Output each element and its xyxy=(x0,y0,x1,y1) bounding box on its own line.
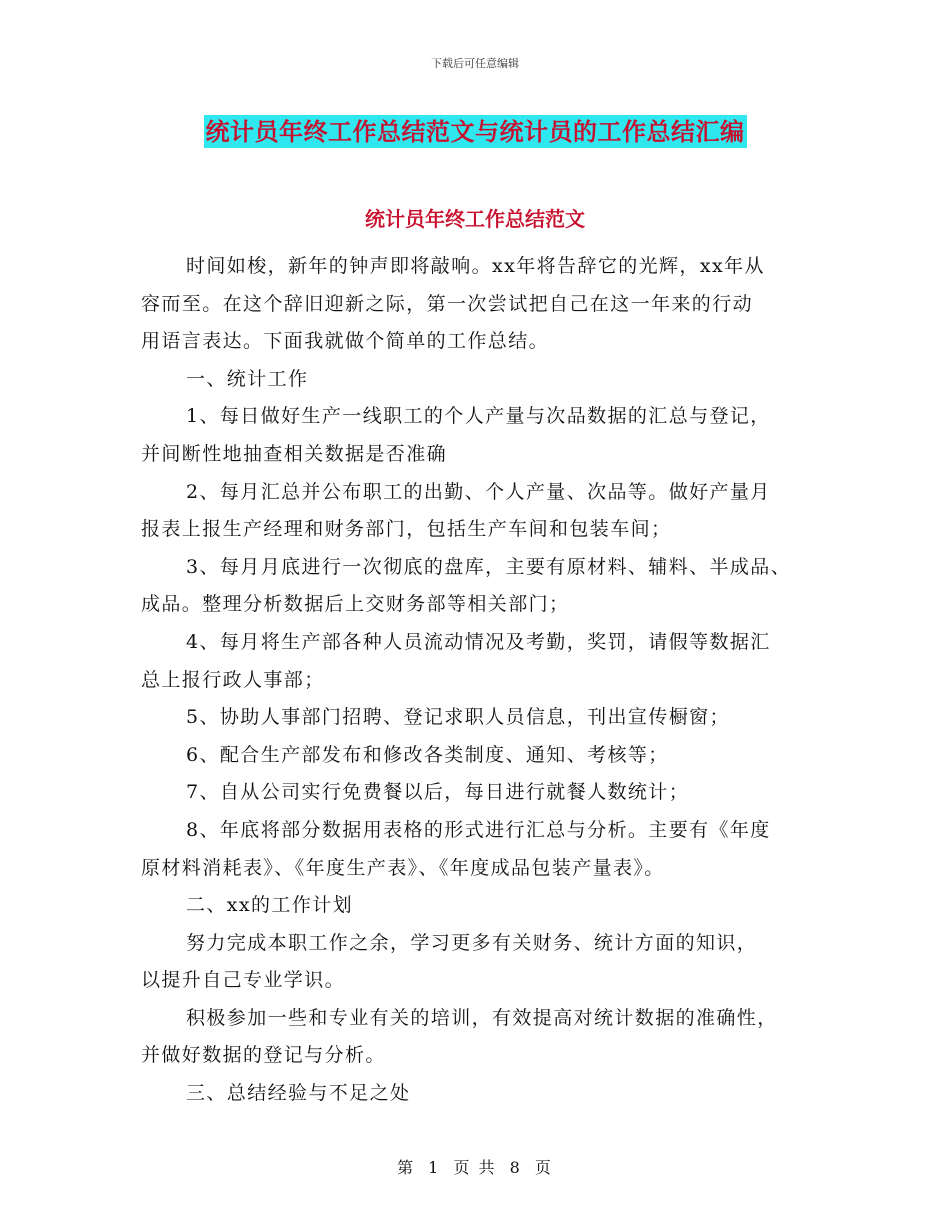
paragraph-line: 7、自从公司实行免费餐以后，每日进行就餐人数统计； xyxy=(186,781,690,804)
document-title: 统计员年终工作总结范文与统计员的工作总结汇编 xyxy=(205,117,745,146)
paragraph-line: 并做好数据的登记与分析。 xyxy=(141,1044,386,1067)
paragraph xyxy=(141,361,821,399)
paragraph-line: 2、每月汇总并公布职工的出勤、个人产量、次品等。做好产量月 xyxy=(186,480,771,503)
paragraph-line: 并间断性地抽查相关数据是否准确 xyxy=(141,442,448,465)
paragraph-line: 三、总结经验与不足之处 xyxy=(186,1082,411,1105)
paragraph-line: 1、每日做好生产一线职工的个人产量与次品数据的汇总与登记， xyxy=(186,405,771,428)
paragraph xyxy=(141,699,821,737)
paragraph xyxy=(141,774,821,812)
paragraph-line: 时间如梭，新年的钟声即将敲响。xx年将告辞它的光辉，xx年从 xyxy=(186,255,765,277)
footer-mid: 页 共 xyxy=(453,1158,497,1177)
footer-suffix: 页 xyxy=(534,1158,553,1177)
document-body xyxy=(141,248,821,1113)
footer-page-number: 1 xyxy=(428,1158,441,1177)
header-note: 下载后可任意编辑 xyxy=(431,57,519,70)
paragraph xyxy=(141,887,821,925)
paragraph-line: 4、每月将生产部各种人员流动情况及考勤，奖罚，请假等数据汇 xyxy=(186,630,771,653)
paragraph-line: 积极参加一些和专业有关的培训，有效提高对统计数据的准确性， xyxy=(186,1006,778,1029)
paragraph xyxy=(141,549,821,624)
paragraph-line: 努力完成本职工作之余，学习更多有关财务、统计方面的知识， xyxy=(186,931,758,954)
paragraph-line: 二、xx的工作计划 xyxy=(186,894,354,917)
paragraph-line: 3、每月月底进行一次彻底的盘库，主要有原材料、辅料、半成品、 xyxy=(186,555,792,578)
paragraph-line: 以提升自己专业学识。 xyxy=(141,969,346,992)
paragraph-line: 成品。整理分析数据后上交财务部等相关部门； xyxy=(141,593,570,616)
paragraph-line: 容而至。在这个辞旧迎新之际，第一次尝试把自己在这一年来的行动 xyxy=(141,292,754,315)
paragraph xyxy=(141,812,821,887)
paragraph xyxy=(141,925,821,1000)
paragraph xyxy=(141,398,821,473)
paragraph-line: 用语言表达。下面我就做个简单的工作总结。 xyxy=(141,330,550,353)
paragraph-line: 一、统计工作 xyxy=(186,367,309,390)
paragraph-line: 6、配合生产部发布和修改各类制度、通知、考核等； xyxy=(186,743,669,766)
paragraph-line: 原材料消耗表》、《年度生产表》、《年度成品包装产量表》。 xyxy=(141,856,665,879)
paragraph-line: 8、年底将部分数据用表格的形式进行汇总与分析。主要有《年度 xyxy=(186,818,771,841)
section-title: 统计员年终工作总结范文 xyxy=(365,207,585,231)
paragraph xyxy=(141,624,821,699)
document-title-block xyxy=(0,112,950,147)
page-footer xyxy=(0,1155,950,1178)
paragraph xyxy=(141,248,821,361)
paragraph-line: 报表上报生产经理和财务部门，包括生产车间和包装车间； xyxy=(141,518,672,541)
paragraph xyxy=(141,1000,821,1075)
paragraph xyxy=(141,1075,821,1113)
paragraph-line: 5、协助人事部门招聘、登记求职人员信息，刊出宣传橱窗； xyxy=(186,706,730,729)
footer-prefix: 第 xyxy=(397,1158,416,1177)
paragraph xyxy=(141,737,821,775)
paragraph xyxy=(141,474,821,549)
footer-total-pages: 8 xyxy=(509,1158,522,1177)
paragraph-line: 总上报行政人事部； xyxy=(141,668,325,691)
